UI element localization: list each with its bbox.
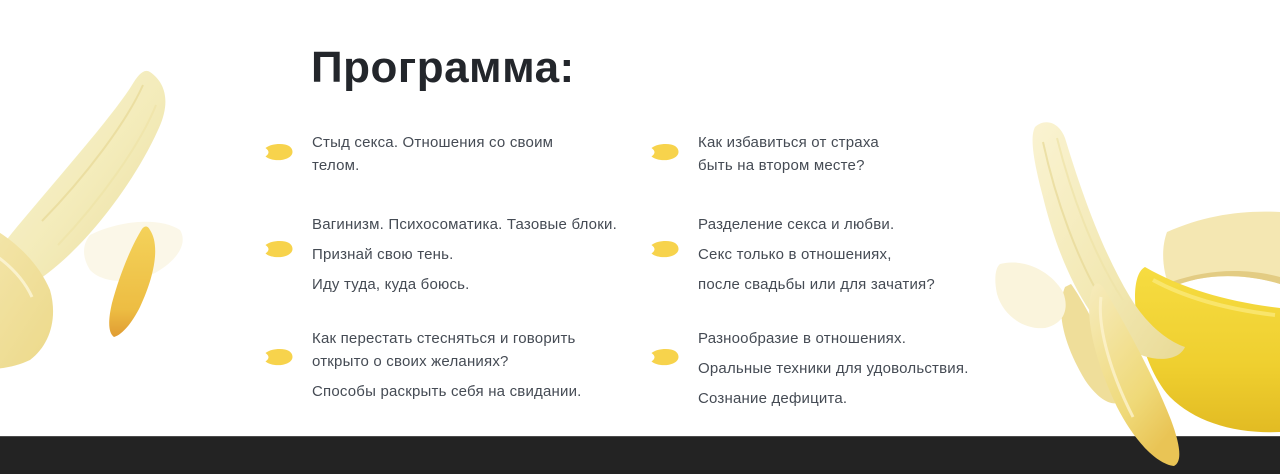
list-item xyxy=(650,327,969,410)
list-item xyxy=(264,327,582,403)
banana-bullet-icon xyxy=(264,143,293,161)
list-item xyxy=(264,131,553,177)
item-line: Секс только в отношениях, xyxy=(698,246,892,263)
item-line: после свадьбы или для зачатия? xyxy=(698,276,935,293)
item-line: Иду туда, куда боюсь. xyxy=(312,276,470,293)
banana-bullet-icon xyxy=(264,240,293,258)
item-line: Как избавиться от страха xyxy=(698,134,879,151)
item-line: Оральные техники для удовольствия. xyxy=(698,360,969,377)
item-line: открыто о своих желаниях? xyxy=(312,353,509,370)
banana-bullet-icon xyxy=(650,348,679,366)
item-line: Разнообразие в отношениях. xyxy=(698,330,907,347)
item-line: Вагинизм. Психосоматика. Тазовые блоки. xyxy=(312,216,617,233)
item-line: телом. xyxy=(312,157,360,174)
item-text xyxy=(312,213,617,296)
banana-bullet-icon xyxy=(650,240,679,258)
item-line: Стыд секса. Отношения со своим xyxy=(312,134,554,151)
item-line: Разделение секса и любви. xyxy=(698,216,895,233)
list-item xyxy=(650,131,879,177)
item-text xyxy=(312,327,582,403)
item-line: Признай свою тень. xyxy=(312,246,454,263)
item-text xyxy=(698,131,879,177)
item-text xyxy=(698,327,969,410)
banana-bullet-icon xyxy=(650,143,679,161)
item-line: Сознание дефицита. xyxy=(698,390,848,407)
banana-bullet-icon xyxy=(264,348,293,366)
right-banana-image xyxy=(985,112,1280,474)
item-text xyxy=(312,131,553,177)
list-item xyxy=(264,213,617,296)
page-title: Программа: xyxy=(311,43,575,92)
left-banana-image xyxy=(0,45,205,380)
item-line: Как перестать стесняться и говорить xyxy=(312,330,576,347)
item-line: Способы раскрыть себя на свидании. xyxy=(312,383,582,400)
item-text xyxy=(698,213,935,296)
item-line: быть на втором месте? xyxy=(698,157,865,174)
list-item xyxy=(650,213,935,296)
